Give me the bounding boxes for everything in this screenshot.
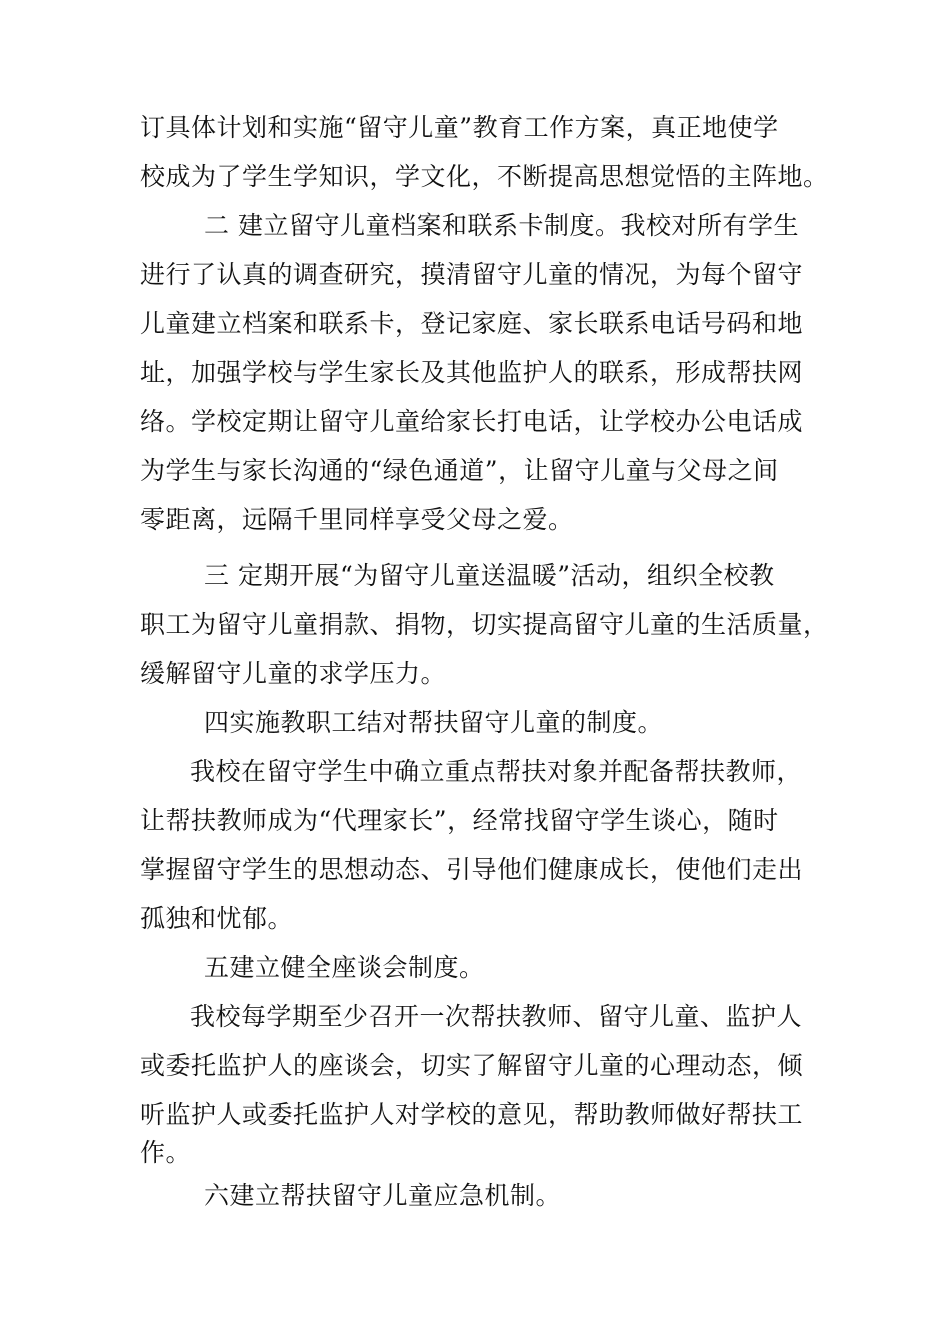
text-line: 我校每学期至少召开一次帮扶教师、留守儿童、监护人 <box>190 1002 803 1031</box>
text-line: 零距离，远隔千里同样享受父母之爱。 <box>140 505 574 534</box>
text-line: 或委托监护人的座谈会，切实了解留守儿童的心理动态，倾 <box>140 1051 804 1080</box>
text-line: 掌握留守学生的思想动态、引导他们健康成长，使他们走出 <box>140 855 804 884</box>
text-line: 缓解留守儿童的求学压力。 <box>140 659 447 688</box>
text-line: 作。 <box>140 1138 192 1167</box>
text-line: 听监护人或委托监护人对学校的意见，帮助教师做好帮扶工 <box>140 1100 804 1129</box>
text-line: 校成为了学生学知识，学文化，不断提高思想觉悟的主阵地。 <box>140 162 829 191</box>
text-line: 孤独和忧郁。 <box>140 904 294 933</box>
text-line: 让帮扶教师成为“代理家长”，经常找留守学生谈心，随时 <box>140 806 779 835</box>
text-line: 为学生与家长沟通的“绿色通道”，让留守儿童与父母之间 <box>140 456 779 485</box>
section-heading-6: 六建立帮扶留守儿童应急机制。 <box>204 1181 562 1210</box>
section-heading-4: 四实施教职工结对帮扶留守儿童的制度。 <box>204 708 664 737</box>
text-line: 址，加强学校与学生家长及其他监护人的联系，形成帮扶网 <box>140 358 804 387</box>
text-line: 我校在留守学生中确立重点帮扶对象并配备帮扶教师， <box>190 757 803 786</box>
section-heading-2: 二 建立留守儿童档案和联系卡制度。我校对所有学生 <box>204 211 799 240</box>
text-line: 订具体计划和实施“留守儿童”教育工作方案，真正地使学 <box>140 113 779 142</box>
text-line: 络。学校定期让留守儿童给家长打电话，让学校办公电话成 <box>140 407 804 436</box>
text-line: 儿童建立档案和联系卡，登记家庭、家长联系电话号码和地 <box>140 309 804 338</box>
text-line: 进行了认真的调查研究，摸清留守儿童的情况，为每个留守 <box>140 260 804 289</box>
section-heading-3: 三 定期开展“为留守儿童送温暖”活动，组织全校教 <box>204 561 775 590</box>
section-heading-5: 五建立健全座谈会制度。 <box>204 953 485 982</box>
text-line: 职工为留守儿童捐款、捐物，切实提高留守儿童的生活质量， <box>140 610 829 639</box>
